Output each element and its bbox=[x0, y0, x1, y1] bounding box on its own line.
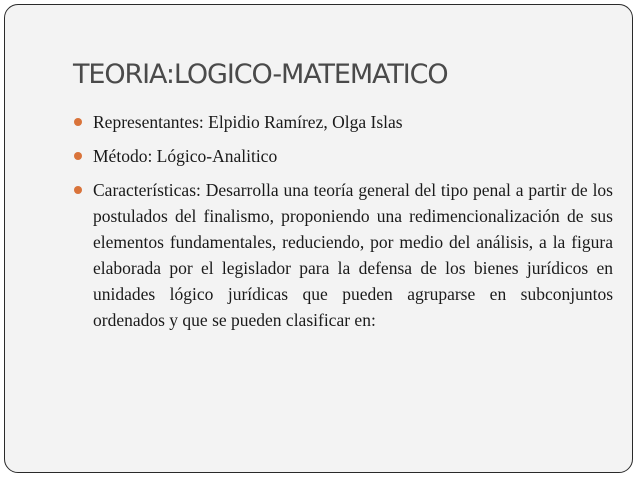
bullet-item-representantes bbox=[73, 109, 613, 135]
bullet-dot-icon bbox=[74, 118, 82, 126]
bullet-text: Representantes: Elpidio Ramírez, Olga Islas bbox=[93, 112, 403, 132]
bullet-item-metodo bbox=[73, 143, 613, 169]
slide bbox=[4, 4, 633, 473]
slide-title: TEORIA:LOGICO-MATEMATICO bbox=[73, 59, 448, 90]
bullet-text: Características: Desarrolla una teoría general del tipo penal a partir de los postulados del finalismo, proponiendo una redimencionalización de sus elementos fundamentales, reduciendo, por medio del análisis, a la figura elaborada por el legislador para la defensa de los bienes jurídicos en unidades lógico jurídicas que pueden agruparse en subconjuntos ordenados y que se pueden clasificar en: bbox=[93, 180, 613, 330]
bullet-text: Método: Lógico-Analitico bbox=[93, 146, 278, 166]
bullet-list bbox=[73, 109, 613, 341]
bullet-item-caracteristicas bbox=[73, 177, 613, 333]
bullet-dot-icon bbox=[74, 186, 82, 194]
bullet-dot-icon bbox=[74, 152, 82, 160]
